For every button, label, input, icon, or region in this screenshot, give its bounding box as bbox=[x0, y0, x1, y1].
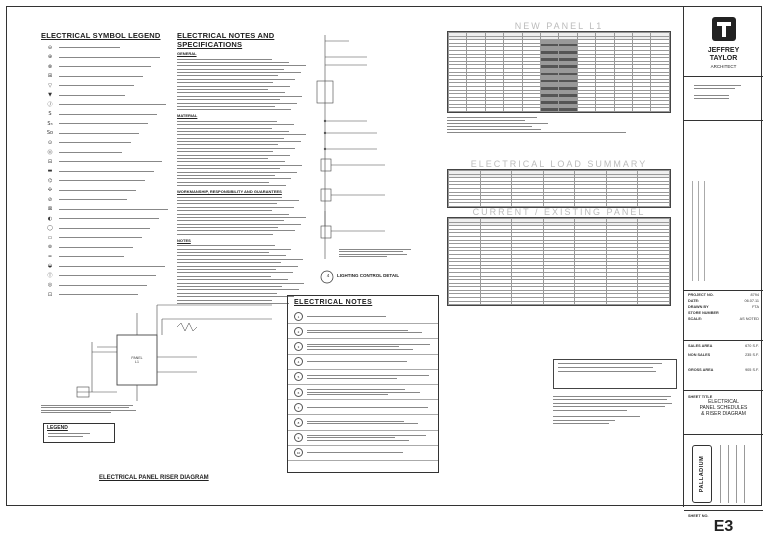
load-summary-title: ELECTRICAL LOAD SUMMARY bbox=[470, 159, 648, 169]
legend-row bbox=[41, 252, 171, 262]
general-notes-box bbox=[553, 359, 677, 389]
date-value: 06.07.11 bbox=[744, 299, 759, 303]
note-number-bubble: 10 bbox=[294, 448, 303, 457]
legend-description bbox=[59, 142, 169, 143]
legend-row bbox=[41, 81, 171, 91]
legend-description bbox=[59, 266, 169, 267]
title-block bbox=[683, 7, 763, 535]
table-cell bbox=[606, 203, 638, 207]
table-cell bbox=[651, 108, 670, 112]
spec-material-heading: MATERIAL bbox=[177, 113, 198, 119]
legend-description bbox=[59, 76, 169, 77]
table-cell bbox=[504, 108, 522, 112]
legend-description bbox=[59, 95, 169, 96]
table-cell bbox=[638, 301, 670, 305]
revisions-area bbox=[684, 121, 763, 291]
electrical-notes-box bbox=[287, 295, 439, 473]
symbol-legend bbox=[41, 31, 171, 300]
client-area bbox=[684, 435, 763, 511]
legend-description bbox=[59, 209, 169, 210]
table-cell bbox=[577, 108, 595, 112]
existing-panel-title: CURRENT / EXISTING PANEL bbox=[472, 207, 646, 217]
sheet-title-line-3: & RISER DIAGRAM bbox=[701, 411, 746, 417]
non-sales-label: NON SALES bbox=[688, 353, 711, 357]
legend-row bbox=[41, 262, 171, 272]
electrical-note-item bbox=[288, 339, 438, 354]
note-number-bubble: 1 bbox=[294, 312, 303, 321]
legend-description bbox=[59, 66, 169, 67]
electrical-notes-title: ELECTRICAL NOTES bbox=[294, 299, 373, 306]
spec-workmanship-heading: WORKMANSHIP, RESPONSIBILITY AND GUARANTEES bbox=[177, 189, 282, 195]
spec-text-line bbox=[177, 184, 307, 187]
scale-label: SCALE: bbox=[688, 317, 703, 321]
table-cell bbox=[467, 108, 485, 112]
legend-row bbox=[41, 91, 171, 101]
table-cell bbox=[559, 108, 577, 112]
fan-icon: ✣ bbox=[47, 187, 53, 194]
project-no-label: PROJECT NO. bbox=[688, 293, 714, 297]
sheet-title-label: SHEET TITLE bbox=[688, 395, 713, 399]
electrical-note-item bbox=[288, 446, 438, 461]
table-row bbox=[449, 108, 670, 112]
legend-row bbox=[41, 186, 171, 196]
table-cell bbox=[543, 301, 575, 305]
junction-box-icon: Ⓙ bbox=[47, 102, 53, 109]
existing-panel bbox=[447, 207, 671, 306]
data-outlet-icon: ▽ bbox=[48, 82, 52, 89]
electrical-note-item bbox=[288, 400, 438, 415]
table-cell bbox=[449, 108, 467, 112]
note-number-bubble: 5 bbox=[294, 372, 303, 381]
firm-logo bbox=[684, 7, 763, 77]
floor-box-icon: ⊞ bbox=[47, 73, 53, 80]
detail-number: 4 bbox=[326, 273, 330, 278]
svg-text:L1: L1 bbox=[135, 360, 139, 364]
panel-title: NEW PANEL L1 bbox=[514, 21, 604, 31]
client-brand: PALLADIUM bbox=[699, 455, 706, 493]
thermostat-icon: Ⓣ bbox=[47, 273, 53, 280]
legend-description bbox=[59, 57, 169, 58]
lighting-notes bbox=[339, 247, 419, 259]
electrical-notes-list bbox=[288, 309, 438, 461]
panel-table bbox=[448, 32, 670, 112]
drawn-by-value: FTA bbox=[752, 305, 759, 309]
camera-icon: ⊡ bbox=[47, 291, 53, 298]
motor-icon: Ⓜ bbox=[47, 149, 53, 156]
table-cell bbox=[449, 301, 481, 305]
sheet-number: E3 bbox=[713, 518, 734, 535]
panel-remarks bbox=[447, 117, 671, 157]
pendant-icon: ⊚ bbox=[47, 244, 53, 251]
note-number-bubble: 7 bbox=[294, 403, 303, 412]
legend-row bbox=[41, 271, 171, 281]
table-cell bbox=[449, 203, 481, 207]
note-number-bubble: 6 bbox=[294, 388, 303, 397]
table-cell bbox=[512, 203, 544, 207]
table-cell bbox=[480, 301, 512, 305]
legend-description bbox=[59, 133, 169, 134]
electrical-note-item bbox=[288, 415, 438, 430]
electrical-note-item bbox=[288, 324, 438, 339]
notes-specifications bbox=[177, 31, 307, 305]
transformer-icon: ⌬ bbox=[47, 177, 53, 184]
riser-diagram-title: ELECTRICAL PANEL RISER DIAGRAM bbox=[99, 475, 209, 481]
legend-row bbox=[41, 157, 171, 167]
legend-row bbox=[41, 148, 171, 158]
riser-legend-box bbox=[43, 423, 115, 443]
legend-row bbox=[41, 224, 171, 234]
date-label: DATE: bbox=[688, 299, 700, 303]
firm-name-3: ARCHITECT bbox=[710, 64, 737, 69]
legend-row bbox=[41, 176, 171, 186]
svg-text:PANEL: PANEL bbox=[131, 356, 143, 360]
electrical-note-item bbox=[288, 385, 438, 400]
switch-icon: S bbox=[48, 111, 52, 118]
duplex-receptacle-icon: ⊖ bbox=[47, 44, 53, 51]
existing-table bbox=[448, 218, 670, 305]
lighting-detail-title: LIGHTING CONTROL DETAIL bbox=[337, 273, 400, 278]
legend-description bbox=[59, 161, 169, 162]
legend-description bbox=[59, 114, 169, 115]
note-number-bubble: 2 bbox=[294, 327, 303, 336]
table-cell bbox=[522, 108, 540, 112]
legend-row bbox=[41, 138, 171, 148]
legend-description bbox=[59, 294, 169, 295]
additional-notes bbox=[553, 393, 677, 427]
legend-row bbox=[41, 205, 171, 215]
note-number-bubble: 8 bbox=[294, 418, 303, 427]
firm-address bbox=[684, 77, 763, 121]
load-summary bbox=[447, 159, 671, 208]
legend-row bbox=[41, 281, 171, 291]
legend-row bbox=[41, 53, 171, 63]
legend-description bbox=[59, 123, 169, 124]
sheet-no-label: SHEET NO. bbox=[688, 514, 709, 518]
dimmer-switch-icon: Sᴅ bbox=[46, 130, 54, 137]
legend-rows bbox=[41, 43, 171, 300]
legend-row bbox=[41, 167, 171, 177]
legend-description bbox=[59, 104, 169, 105]
legend-row bbox=[41, 243, 171, 253]
logo-mark-icon bbox=[710, 15, 738, 43]
electrical-note-item bbox=[288, 431, 438, 446]
gross-area-value: 905 S.F. bbox=[745, 368, 759, 372]
legend-description bbox=[59, 218, 169, 219]
legend-row bbox=[41, 110, 171, 120]
wall-sconce-icon: ◒ bbox=[47, 263, 53, 270]
table-cell bbox=[480, 203, 512, 207]
riser-legend-title: LEGEND bbox=[47, 425, 68, 431]
legend-row bbox=[41, 119, 171, 129]
spec-general-body bbox=[177, 57, 307, 111]
gfi-receptacle-icon: ⊕ bbox=[47, 54, 53, 61]
legend-row bbox=[41, 62, 171, 72]
three-way-switch-icon: S₃ bbox=[47, 120, 53, 127]
track-light-icon: ═ bbox=[48, 253, 52, 260]
spec-title: ELECTRICAL NOTES AND SPECIFICATIONS bbox=[177, 31, 275, 49]
legend-description bbox=[59, 275, 169, 276]
spec-general-heading: GENERAL bbox=[177, 51, 197, 56]
exit-sign-icon: ⊠ bbox=[47, 206, 53, 213]
table-cell bbox=[575, 203, 607, 207]
emergency-light-icon: ◐ bbox=[47, 215, 53, 222]
sales-area-label: SALES AREA bbox=[688, 344, 713, 348]
table-row bbox=[449, 203, 670, 207]
smoke-detector-icon: ⊘ bbox=[47, 196, 53, 203]
spec-notes-heading: NOTES bbox=[177, 237, 191, 243]
non-sales-value: 235 S.F. bbox=[745, 353, 759, 357]
table-row bbox=[449, 301, 670, 305]
legend-description bbox=[59, 285, 169, 286]
panelboard-icon: ▬ bbox=[47, 168, 53, 175]
spec-material-body bbox=[177, 119, 307, 187]
table-cell bbox=[541, 108, 559, 112]
table-cell bbox=[606, 301, 638, 305]
sheet-number-area bbox=[684, 511, 763, 539]
project-info bbox=[684, 291, 763, 341]
electrical-note-item bbox=[288, 309, 438, 324]
legend-description bbox=[59, 228, 169, 229]
table-cell bbox=[633, 108, 651, 112]
occupancy-sensor-icon: ⊙ bbox=[47, 139, 53, 146]
spec-text-line bbox=[177, 108, 307, 111]
electrical-note-item bbox=[288, 370, 438, 385]
note-number-bubble: 9 bbox=[294, 433, 303, 442]
load-table bbox=[448, 170, 670, 207]
new-panel-schedule bbox=[447, 21, 671, 157]
legend-description bbox=[59, 180, 169, 181]
legend-row bbox=[41, 43, 171, 53]
legend-description bbox=[59, 152, 169, 153]
legend-description bbox=[59, 190, 169, 191]
legend-row bbox=[41, 195, 171, 205]
gross-area-label: GROSS AREA bbox=[688, 368, 714, 372]
speaker-icon: ◎ bbox=[47, 282, 53, 289]
legend-row bbox=[41, 129, 171, 139]
area-info bbox=[684, 341, 763, 391]
table-cell bbox=[614, 108, 632, 112]
legend-title: ELECTRICAL SYMBOL LEGEND bbox=[41, 31, 161, 40]
disconnect-icon: ⊟ bbox=[47, 158, 53, 165]
spec-workmanship-body bbox=[177, 195, 307, 236]
riser-notes bbox=[41, 403, 141, 415]
legend-description bbox=[59, 171, 169, 172]
legend-row bbox=[41, 72, 171, 82]
legend-row bbox=[41, 100, 171, 110]
note-number-bubble: 3 bbox=[294, 342, 303, 351]
legend-description bbox=[59, 256, 169, 257]
drawing-sheet bbox=[6, 6, 762, 535]
electrical-note-item bbox=[288, 355, 438, 370]
phone-outlet-icon: ▼ bbox=[48, 92, 52, 99]
firm-name-2: TAYLOR bbox=[709, 55, 738, 62]
table-cell bbox=[543, 203, 575, 207]
drawn-by-label: DRAWN BY bbox=[688, 305, 709, 309]
note-number-bubble: 4 bbox=[294, 357, 303, 366]
firm-name-1: JEFFREY bbox=[707, 47, 740, 54]
table-cell bbox=[485, 108, 503, 112]
spec-text-line bbox=[177, 232, 307, 235]
project-no-value: 8794 bbox=[750, 293, 759, 297]
legend-description bbox=[59, 85, 169, 86]
fixture-icon: ◯ bbox=[47, 225, 53, 232]
table-cell bbox=[575, 301, 607, 305]
legend-description bbox=[59, 199, 169, 200]
legend-description bbox=[59, 47, 169, 48]
scale-value: AS NOTED bbox=[739, 317, 759, 321]
sheet-title-area bbox=[684, 391, 763, 435]
sales-area-value: 670 S.F. bbox=[745, 344, 759, 348]
table-cell bbox=[596, 108, 614, 112]
table-cell bbox=[638, 203, 670, 207]
table-cell bbox=[512, 301, 544, 305]
legend-row bbox=[41, 214, 171, 224]
sheet-title-line-1: ELECTRICAL bbox=[708, 399, 739, 405]
store-number-label: STORE NUMBER bbox=[688, 311, 719, 315]
legend-row bbox=[41, 233, 171, 243]
legend-description bbox=[59, 247, 169, 248]
quad-receptacle-icon: ⊗ bbox=[47, 63, 53, 70]
legend-description bbox=[59, 237, 169, 238]
recessed-fixture-icon: ▭ bbox=[47, 234, 53, 241]
sheet-title-line-2: PANEL SCHEDULES bbox=[699, 405, 748, 411]
